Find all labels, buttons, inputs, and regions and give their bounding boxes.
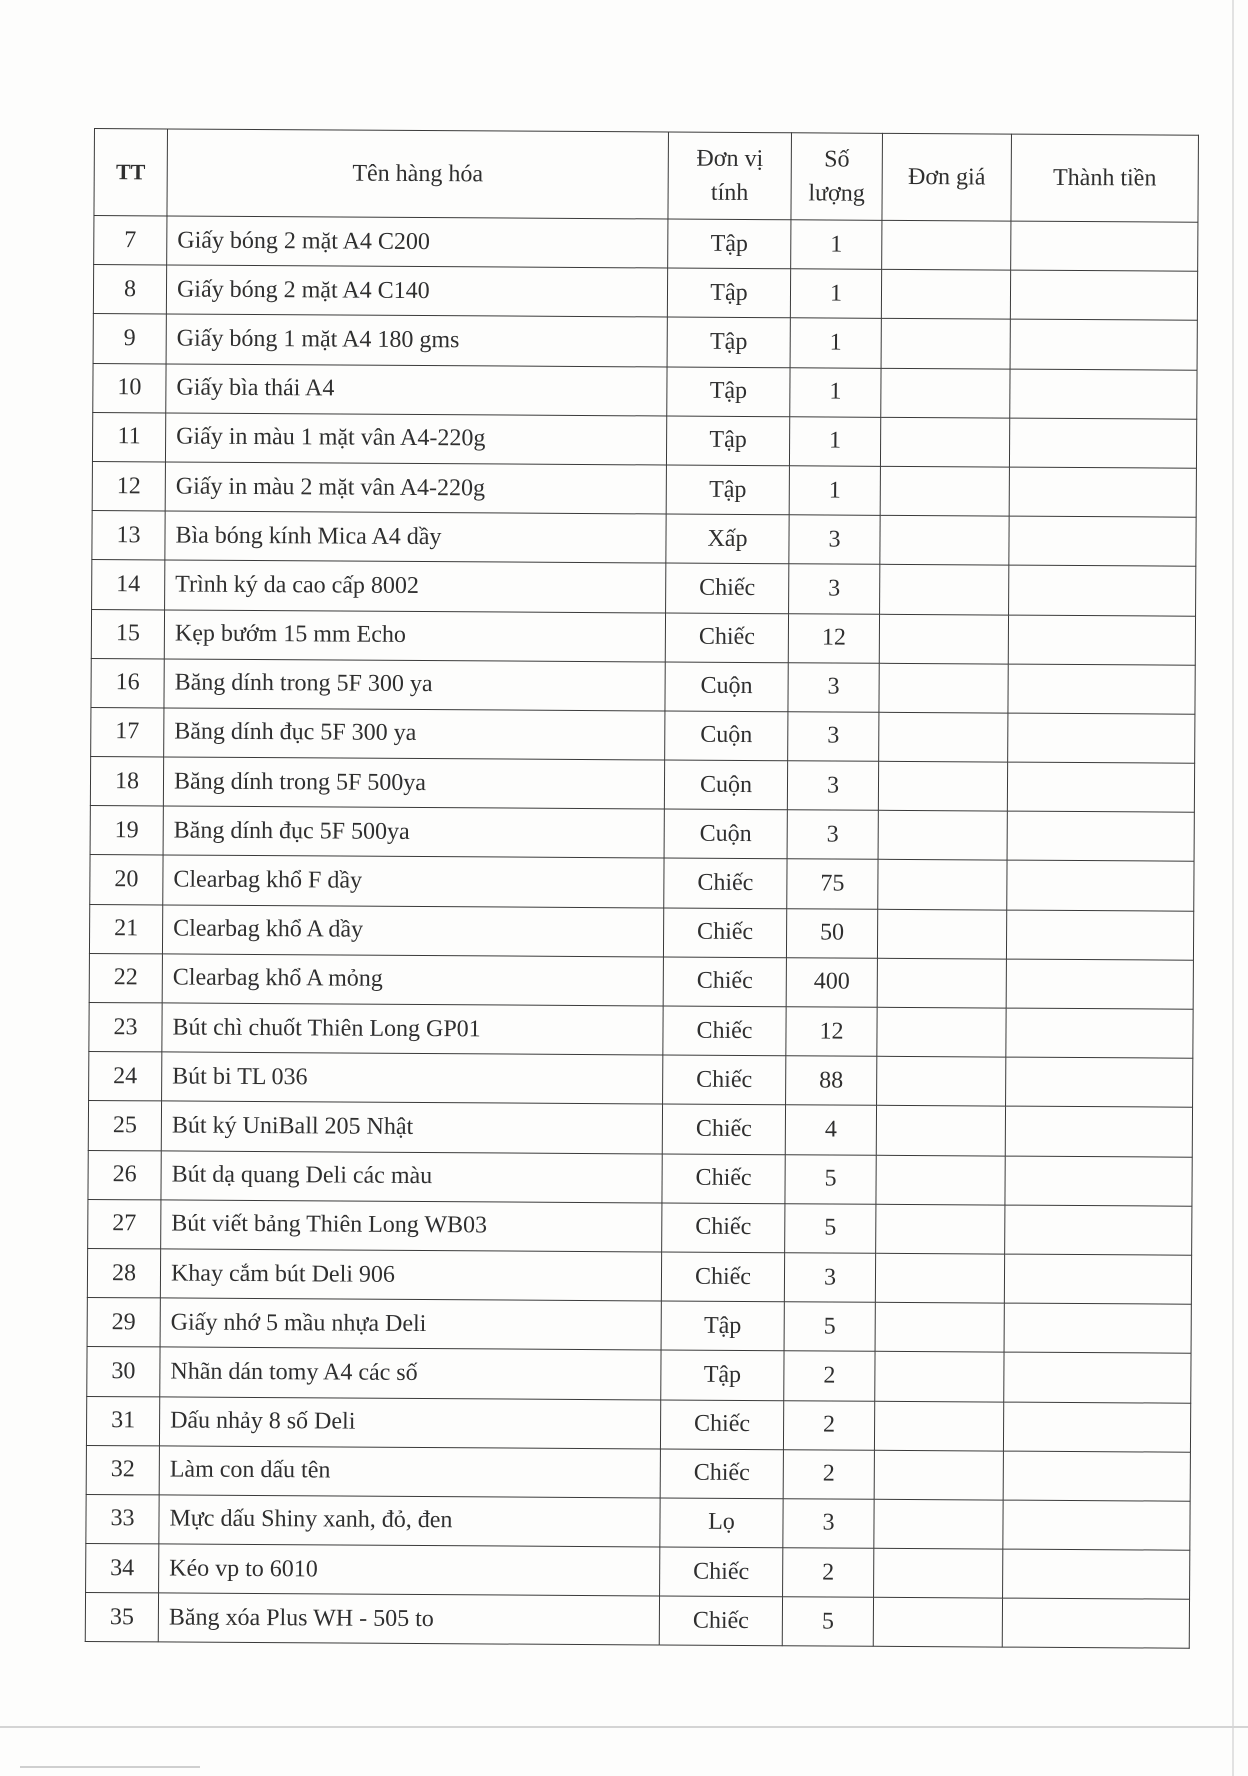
cell-tt: 11 — [92, 412, 165, 462]
cell-price — [876, 1204, 1005, 1254]
cell-name: Giấy bóng 2 mặt A4 C200 — [167, 216, 668, 268]
cell-price — [877, 958, 1006, 1008]
header-name: Tên hàng hóa — [167, 129, 669, 219]
cell-unit: Cuộn — [664, 760, 787, 810]
cell-unit: Tập — [661, 1301, 784, 1351]
cell-qty: 3 — [789, 515, 880, 565]
table-row — [86, 1396, 1190, 1452]
cell-price — [877, 909, 1006, 959]
table-row — [88, 1199, 1192, 1255]
cell-name: Làm con dấu tên — [159, 1446, 660, 1498]
cell-total — [1010, 319, 1197, 369]
table-row — [91, 707, 1195, 763]
cell-price — [880, 466, 1009, 516]
cell-total — [1004, 1303, 1191, 1353]
cell-unit: Chiếc — [660, 1449, 783, 1499]
cell-tt: 7 — [94, 216, 167, 266]
cell-total — [1008, 615, 1195, 665]
table-row — [93, 314, 1197, 370]
cell-price — [874, 1401, 1003, 1451]
cell-name: Trình ký da cao cấp 8002 — [165, 560, 666, 612]
cell-qty: 5 — [782, 1597, 873, 1647]
cell-tt: 28 — [87, 1248, 160, 1298]
cell-total — [1006, 1057, 1193, 1107]
cell-name: Dấu nhảy 8 số Deli — [159, 1396, 660, 1448]
table-row — [91, 609, 1195, 665]
cell-qty: 1 — [790, 318, 881, 368]
table-row — [88, 1101, 1192, 1157]
cell-total — [1003, 1402, 1190, 1452]
cell-price — [877, 1007, 1006, 1057]
cell-unit: Lọ — [660, 1498, 783, 1548]
table-row — [92, 461, 1196, 517]
cell-unit: Chiếc — [663, 1006, 786, 1056]
cell-name: Kẹp bướm 15 mm Echo — [164, 609, 665, 661]
table-row — [88, 1150, 1192, 1206]
scan-edge-bottom — [0, 1726, 1248, 1728]
cell-qty: 1 — [789, 417, 880, 467]
cell-name: Giấy in màu 1 mặt vân A4-220g — [165, 413, 666, 465]
cell-tt: 10 — [93, 363, 166, 413]
cell-tt: 33 — [86, 1494, 159, 1544]
cell-qty: 12 — [786, 1007, 877, 1057]
cell-name: Băng dính đục 5F 500ya — [163, 806, 664, 858]
cell-unit: Cuộn — [665, 711, 788, 761]
cell-tt: 25 — [88, 1101, 161, 1151]
cell-total — [1008, 664, 1195, 714]
cell-qty: 75 — [787, 859, 878, 909]
cell-price — [874, 1548, 1003, 1598]
cell-total — [1011, 221, 1198, 271]
scan-edge-right — [1232, 0, 1234, 1776]
table-row — [86, 1445, 1190, 1501]
header-total: Thành tiền — [1011, 134, 1199, 222]
table-row — [90, 757, 1194, 813]
scan-edge-mark — [20, 1766, 200, 1768]
cell-tt: 30 — [87, 1347, 160, 1397]
cell-qty: 5 — [785, 1154, 876, 1204]
table-row — [89, 904, 1193, 960]
cell-qty: 3 — [787, 810, 878, 860]
cell-qty: 1 — [791, 220, 882, 270]
cell-tt: 14 — [92, 560, 165, 610]
cell-unit: Chiếc — [659, 1596, 782, 1646]
cell-total — [1007, 811, 1194, 861]
cell-price — [876, 1106, 1005, 1156]
cell-name: Khay cắm bút Deli 906 — [160, 1249, 661, 1301]
cell-total — [1009, 418, 1196, 468]
cell-qty: 2 — [783, 1548, 874, 1598]
cell-name: Bút bi TL 036 — [162, 1052, 663, 1104]
cell-name: Giấy in màu 2 mặt vân A4-220g — [165, 462, 666, 514]
cell-unit: Chiếc — [662, 1154, 785, 1204]
cell-name: Bút dạ quang Deli các màu — [161, 1150, 662, 1202]
cell-name: Clearbag khổ A mỏng — [162, 954, 663, 1006]
cell-unit: Tập — [668, 219, 791, 269]
cell-price — [881, 270, 1010, 320]
cell-price — [875, 1253, 1004, 1303]
cell-total — [1002, 1598, 1189, 1648]
cell-price — [873, 1598, 1002, 1648]
cell-name: Bút viết bảng Thiên Long WB03 — [161, 1200, 662, 1252]
header-price: Đơn giá — [882, 133, 1012, 221]
header-tt: TT — [94, 129, 168, 216]
cell-price — [878, 761, 1007, 811]
table-row — [93, 265, 1197, 321]
cell-total — [1007, 762, 1194, 812]
cell-name: Băng dính trong 5F 300 ya — [164, 659, 665, 711]
cell-name: Nhãn dán tomy A4 các số — [160, 1347, 661, 1399]
cell-tt: 8 — [93, 265, 166, 315]
cell-total — [1004, 1352, 1191, 1402]
cell-tt: 31 — [86, 1396, 159, 1446]
cell-price — [874, 1499, 1003, 1549]
cell-qty: 3 — [788, 662, 879, 712]
table-row — [86, 1544, 1190, 1600]
cell-unit: Tập — [666, 416, 789, 466]
cell-name: Clearbag khổ A dầy — [162, 905, 663, 957]
cell-name: Bút ký UniBall 205 Nhật — [161, 1101, 662, 1153]
cell-price — [878, 811, 1007, 861]
cell-total — [1005, 1106, 1192, 1156]
table-row — [89, 1002, 1193, 1058]
cell-tt: 17 — [91, 707, 164, 757]
table-row — [87, 1248, 1191, 1304]
cell-price — [880, 417, 1009, 467]
cell-name: Bút chì chuốt Thiên Long GP01 — [162, 1003, 663, 1055]
cell-name: Kéo vp to 6010 — [159, 1544, 660, 1596]
cell-total — [1005, 1156, 1192, 1206]
cell-tt: 21 — [89, 904, 162, 954]
cell-unit: Tập — [661, 1350, 784, 1400]
table-row — [91, 658, 1195, 714]
cell-qty: 3 — [789, 564, 880, 614]
cell-tt: 19 — [90, 806, 163, 856]
cell-qty: 88 — [786, 1056, 877, 1106]
cell-unit: Xấp — [666, 514, 789, 564]
cell-unit: Tập — [667, 317, 790, 367]
cell-name: Giấy nhớ 5 mầu nhựa Deli — [160, 1298, 661, 1350]
table-header-row — [94, 129, 1199, 223]
cell-total — [1010, 270, 1197, 320]
table-row — [90, 855, 1194, 911]
cell-qty: 3 — [784, 1253, 875, 1303]
table-row — [89, 953, 1193, 1009]
table-row — [92, 511, 1196, 567]
cell-qty: 2 — [784, 1351, 875, 1401]
cell-price — [875, 1352, 1004, 1402]
cell-qty: 1 — [790, 367, 881, 417]
cell-tt: 24 — [89, 1052, 162, 1102]
cell-total — [1009, 565, 1196, 615]
cell-qty: 3 — [788, 712, 879, 762]
cell-tt: 22 — [89, 953, 162, 1003]
cell-total — [1008, 713, 1195, 763]
cell-unit: Tập — [666, 465, 789, 515]
cell-qty: 400 — [786, 958, 877, 1008]
cell-unit: Chiếc — [660, 1399, 783, 1449]
cell-total — [1005, 1205, 1192, 1255]
cell-tt: 16 — [91, 658, 164, 708]
cell-name: Giấy bóng 2 mặt A4 C140 — [166, 265, 667, 317]
cell-price — [878, 860, 1007, 910]
header-qty-line1: Số — [824, 146, 850, 173]
table-row — [90, 806, 1194, 862]
cell-total — [1003, 1549, 1190, 1599]
table-body — [85, 216, 1198, 1649]
cell-qty: 4 — [785, 1105, 876, 1155]
cell-name: Clearbag khổ F dầy — [163, 855, 664, 907]
table-row — [85, 1593, 1189, 1649]
cell-qty: 1 — [789, 466, 880, 516]
table-row — [87, 1347, 1191, 1403]
cell-tt: 9 — [93, 314, 166, 364]
header-unit-line1: Đơn vị — [696, 145, 764, 173]
cell-name: Giấy bìa thái A4 — [166, 364, 667, 416]
cell-price — [879, 712, 1008, 762]
cell-price — [881, 368, 1010, 418]
table-row — [87, 1298, 1191, 1354]
table-row — [94, 216, 1198, 272]
cell-qty: 50 — [786, 908, 877, 958]
cell-price — [874, 1450, 1003, 1500]
cell-price — [881, 319, 1010, 369]
cell-name: Giấy bóng 1 mặt A4 180 gms — [166, 314, 667, 366]
cell-unit: Chiếc — [662, 1104, 785, 1154]
cell-unit: Tập — [667, 268, 790, 318]
cell-tt: 35 — [85, 1593, 158, 1643]
cell-unit: Chiếc — [665, 613, 788, 663]
cell-unit: Chiếc — [663, 1055, 786, 1105]
cell-price — [877, 1056, 1006, 1106]
cell-unit: Chiếc — [663, 908, 786, 958]
cell-price — [882, 220, 1011, 270]
header-qty — [791, 133, 883, 221]
cell-unit: Chiếc — [663, 957, 786, 1007]
cell-tt: 15 — [91, 609, 164, 659]
cell-total — [1006, 959, 1193, 1009]
cell-name: Băng dính đục 5F 300 ya — [164, 708, 665, 760]
header-qty-line2: lượng — [808, 180, 865, 207]
cell-price — [879, 614, 1008, 664]
cell-total — [1006, 910, 1193, 960]
cell-qty: 1 — [790, 269, 881, 319]
cell-qty: 2 — [783, 1449, 874, 1499]
cell-unit: Chiếc — [664, 858, 787, 908]
cell-total — [1006, 1008, 1193, 1058]
cell-total — [1003, 1451, 1190, 1501]
header-unit-line2: tính — [710, 179, 749, 206]
cell-tt: 13 — [92, 511, 165, 561]
cell-price — [876, 1155, 1005, 1205]
table-row — [89, 1052, 1193, 1108]
table-row — [93, 363, 1197, 419]
cell-unit: Chiếc — [666, 563, 789, 613]
cell-total — [1003, 1500, 1190, 1550]
cell-qty: 3 — [783, 1499, 874, 1549]
cell-unit: Chiếc — [660, 1547, 783, 1597]
cell-total — [1004, 1254, 1191, 1304]
table-row — [92, 560, 1196, 616]
cell-qty: 2 — [783, 1400, 874, 1450]
cell-unit: Tập — [667, 367, 790, 417]
cell-total — [1010, 369, 1197, 419]
cell-tt: 34 — [86, 1544, 159, 1594]
header-unit — [668, 132, 792, 220]
table-row — [86, 1494, 1190, 1550]
cell-name: Mực dấu Shiny xanh, đỏ, đen — [159, 1495, 660, 1547]
cell-tt: 20 — [90, 855, 163, 905]
table-row — [92, 412, 1196, 468]
cell-tt: 26 — [88, 1150, 161, 1200]
cell-total — [1009, 516, 1196, 566]
cell-qty: 5 — [784, 1302, 875, 1352]
cell-tt: 23 — [89, 1002, 162, 1052]
goods-table — [85, 128, 1199, 1649]
cell-price — [880, 565, 1009, 615]
cell-name: Bìa bóng kính Mica A4 dầy — [165, 511, 666, 563]
cell-name: Băng dính trong 5F 500ya — [163, 757, 664, 809]
cell-name: Băng xóa Plus WH - 505 to — [158, 1593, 659, 1645]
cell-unit: Cuộn — [665, 662, 788, 712]
cell-price — [875, 1302, 1004, 1352]
cell-total — [1009, 467, 1196, 517]
cell-tt: 12 — [92, 461, 165, 511]
cell-total — [1007, 861, 1194, 911]
goods-table-container — [85, 128, 1192, 1649]
cell-qty: 3 — [787, 761, 878, 811]
cell-tt: 18 — [90, 757, 163, 807]
cell-price — [880, 515, 1009, 565]
cell-unit: Chiếc — [661, 1252, 784, 1302]
cell-tt: 27 — [88, 1199, 161, 1249]
cell-qty: 5 — [785, 1203, 876, 1253]
cell-unit: Chiếc — [662, 1203, 785, 1253]
cell-qty: 12 — [788, 613, 879, 663]
cell-tt: 32 — [86, 1445, 159, 1495]
cell-price — [879, 663, 1008, 713]
cell-tt: 29 — [87, 1298, 160, 1348]
cell-unit: Cuộn — [664, 809, 787, 859]
